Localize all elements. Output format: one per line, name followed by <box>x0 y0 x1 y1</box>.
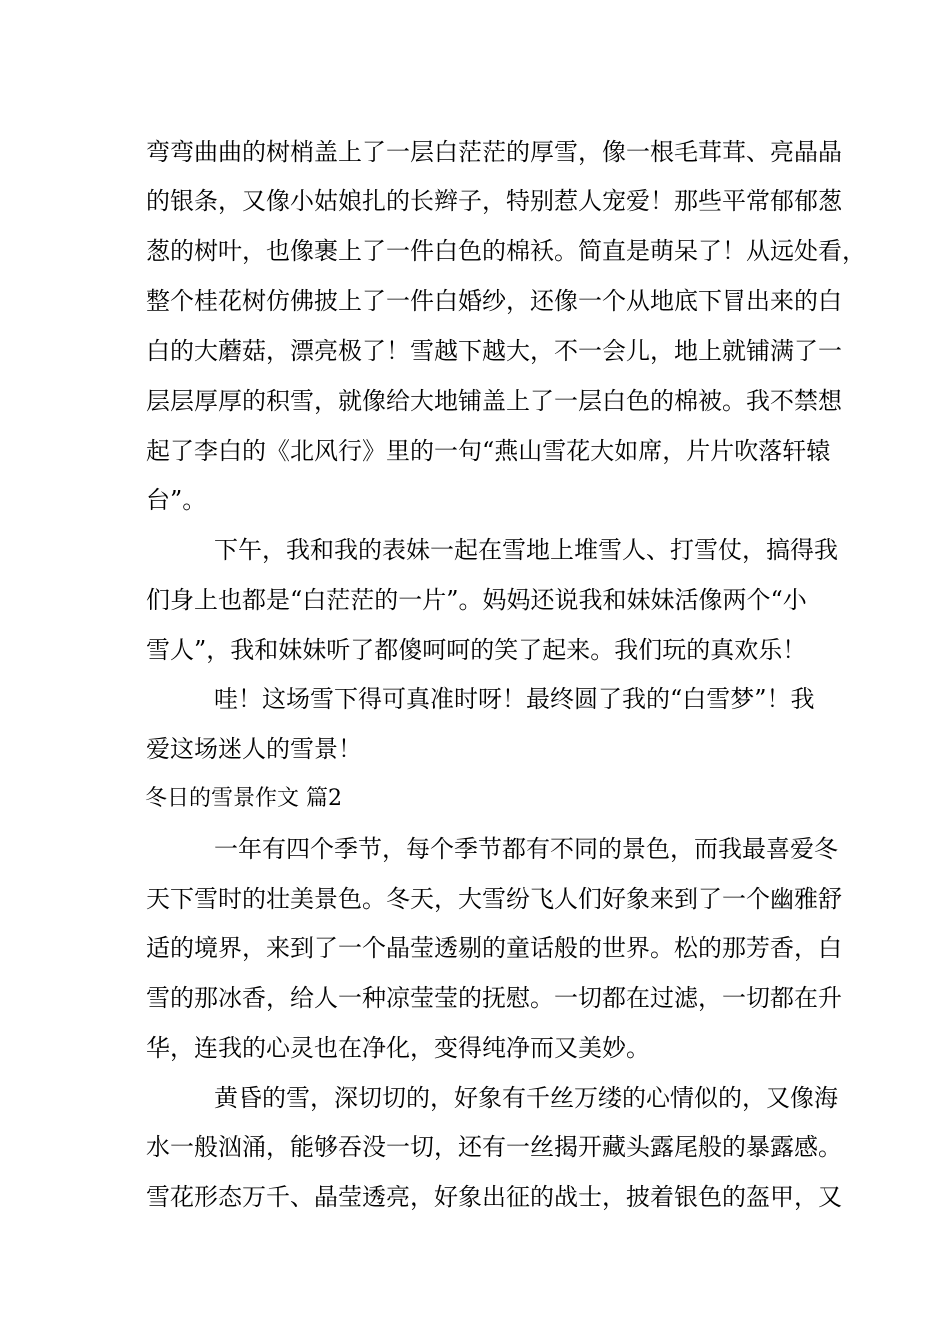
text-line: 白的大蘑菇，漂亮极了！雪越下越大，不一会儿，地上就铺满了一 <box>146 337 842 365</box>
text-line: 黄昏的雪，深切切的，好象有千丝万缕的心情似的，又像海 <box>214 1084 838 1112</box>
text-line: 层层厚厚的积雪，就像给大地铺盖上了一层白色的棉被。我不禁想 <box>146 387 842 415</box>
text-line: 们身上也都是“白茫茫的一片”。妈妈还说我和妹妹活像两个“小 <box>146 586 807 614</box>
text-line: 的银条，又像小姑娘扎的长辫子，特别惹人宠爱！那些平常郁郁葱 <box>146 187 842 215</box>
text-line: 哇！这场雪下得可真准时呀！最终圆了我的“白雪梦”！我 <box>214 685 815 713</box>
text-line: 雪花形态万千、晶莹透亮，好象出征的战士，披着银色的盔甲，又 <box>146 1183 842 1211</box>
text-line: 雪人”，我和妹妹听了都傻呵呵的笑了起来。我们玩的真欢乐！ <box>146 636 807 664</box>
text-line: 葱的树叶，也像裹上了一件白色的棉袄。简直是萌呆了！从远处看， <box>146 237 866 265</box>
text-line: 水一般汹涌，能够吞没一切，还有一丝揭开藏头露尾般的暴露感。 <box>146 1133 842 1161</box>
text-line: 起了李白的《北风行》里的一句“燕山雪花大如席，片片吹落轩辕 <box>146 437 831 465</box>
text-line: 整个桂花树仿佛披上了一件白婚纱，还像一个从地底下冒出来的白 <box>146 287 842 315</box>
text-line: 天下雪时的壮美景色。冬天，大雪纷飞人们好象来到了一个幽雅舒 <box>146 885 842 913</box>
text-line: 弯弯曲曲的树梢盖上了一层白茫茫的厚雪，像一根毛茸茸、亮晶晶 <box>146 138 842 166</box>
text-line: 适的境界，来到了一个晶莹透剔的童话般的世界。松的那芳香，白 <box>146 934 842 962</box>
text-line: 华，连我的心灵也在净化，变得纯净而又美妙。 <box>146 1034 650 1062</box>
text-line: 雪的那冰香，给人一种凉莹莹的抚慰。一切都在过滤，一切都在升 <box>146 984 842 1012</box>
text-line: 台”。 <box>146 486 207 514</box>
text-line: 下午，我和我的表妹一起在雪地上堆雪人、打雪仗，搞得我 <box>214 536 838 564</box>
text-line: 一年有四个季节，每个季节都有不同的景色，而我最喜爱冬 <box>214 835 838 863</box>
section-title: 冬日的雪景作文 篇2 <box>145 786 342 811</box>
text-line: 爱这场迷人的雪景！ <box>146 735 362 763</box>
